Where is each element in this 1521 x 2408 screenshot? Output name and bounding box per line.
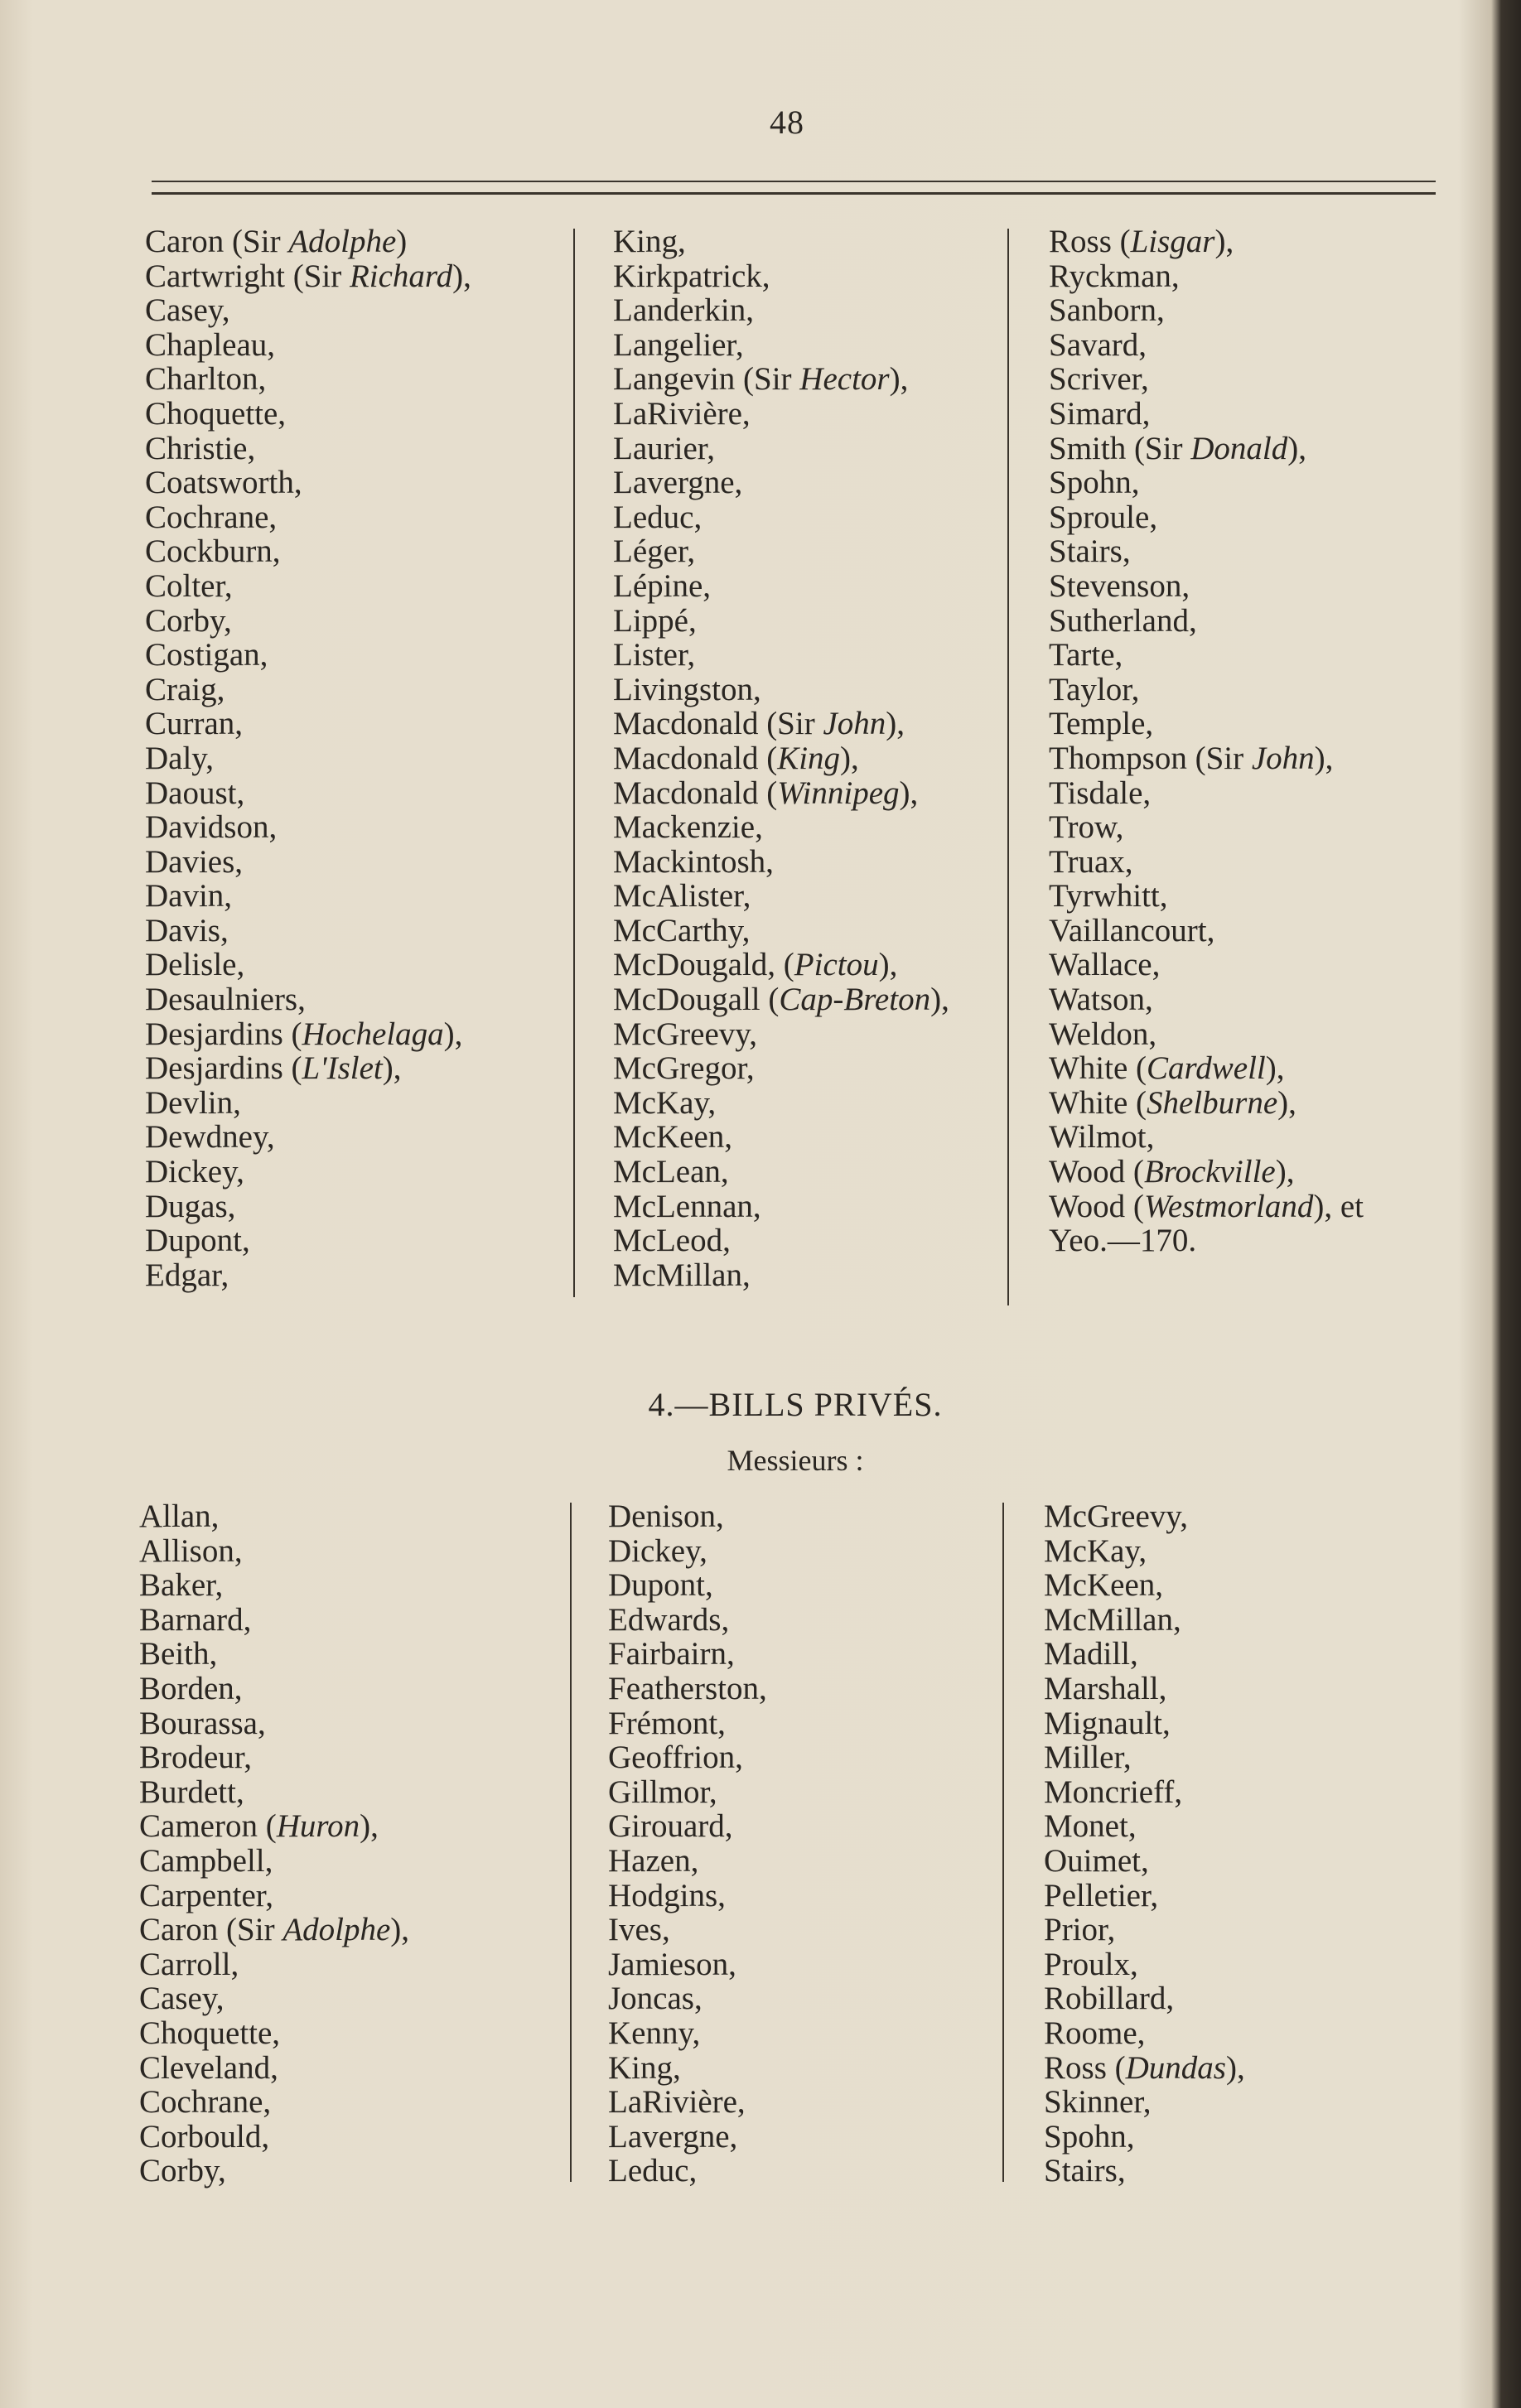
member-name: Lavergne, — [608, 2118, 738, 2155]
member-name: Devlin, — [145, 1084, 241, 1121]
member-name: Laurier, — [613, 430, 715, 466]
member-name: Allison, — [139, 1532, 243, 1569]
member-name: McGreevy, — [613, 1016, 757, 1052]
member-name: Mackintosh, — [613, 843, 774, 880]
section1-divider-2 — [1007, 229, 1009, 1305]
member-name: Featherston, — [608, 1670, 767, 1706]
member-name: Casey, — [139, 1981, 225, 2017]
member-name: Livingston, — [613, 671, 761, 707]
member-name: Kirkpatrick, — [613, 258, 770, 294]
member-name: Desaulniers, — [145, 982, 306, 1018]
member-name: McCarthy, — [613, 912, 751, 948]
member-name: Dupont, — [608, 1567, 713, 1604]
member-name: McMillan, — [1044, 1601, 1181, 1638]
member-name: Scriver, — [1049, 361, 1149, 398]
member-name: Simard, — [1049, 395, 1151, 432]
member-name: Hodgins, — [608, 1877, 726, 1913]
page-number: 48 — [770, 104, 804, 141]
member-name: Mackenzie, — [613, 809, 763, 846]
section1-column-1 — [145, 224, 471, 1292]
header-rule-thin — [152, 181, 1436, 182]
member-name: Coatsworth, — [145, 465, 302, 501]
member-name: Campbell, — [139, 1842, 273, 1879]
member-name: McKay, — [613, 1084, 717, 1121]
member-name: Geoffrion, — [608, 1740, 743, 1776]
member-name: Cameron (Huron), — [139, 1808, 379, 1845]
member-name: Moncrieff, — [1044, 1773, 1183, 1810]
member-name: Cochrane, — [139, 2084, 272, 2121]
member-name: Chapleau, — [145, 326, 276, 363]
member-name: Edwards, — [608, 1601, 730, 1638]
member-name: White (Cardwell), — [1049, 1050, 1285, 1087]
member-name: Prior, — [1044, 1912, 1116, 1948]
member-name: McGreevy, — [1044, 1498, 1188, 1534]
member-name: Madill, — [1044, 1636, 1138, 1672]
member-name: Lippé, — [613, 602, 697, 639]
member-name: Carpenter, — [139, 1877, 273, 1913]
member-name: Leduc, — [608, 2153, 698, 2189]
member-name: Taylor, — [1049, 671, 1140, 707]
member-name: Dickey, — [608, 1532, 707, 1569]
member-name: Wallace, — [1049, 947, 1161, 983]
member-name: Wood (Westmorland), et — [1049, 1188, 1364, 1224]
section2-column-1 — [139, 1499, 409, 2188]
member-name: Wilmot, — [1049, 1119, 1155, 1156]
member-name: Macdonald (King), — [613, 740, 859, 776]
member-name: Corby, — [139, 2153, 226, 2189]
member-name: McKeen, — [1044, 1567, 1164, 1604]
member-name: Frémont, — [608, 1705, 726, 1741]
member-name: King, — [608, 2049, 681, 2086]
member-name: Watson, — [1049, 982, 1153, 1018]
member-name: Spohn, — [1044, 2118, 1135, 2155]
member-name: Miller, — [1044, 1740, 1132, 1776]
member-name: Stairs, — [1044, 2153, 1126, 2189]
section2-column-3 — [1044, 1499, 1245, 2188]
member-name: Spohn, — [1049, 465, 1140, 501]
section-subtitle: Messieurs : — [727, 1444, 864, 1477]
member-name: Beith, — [139, 1636, 218, 1672]
member-name: Tisdale, — [1049, 775, 1152, 811]
member-name: Langelier, — [613, 326, 744, 363]
member-name: Davis, — [145, 912, 229, 948]
member-name: Daoust, — [145, 775, 245, 811]
member-name: Corbould, — [139, 2118, 270, 2155]
member-name: Pelletier, — [1044, 1877, 1159, 1913]
member-name: Dickey, — [145, 1154, 244, 1190]
member-name: LaRivière, — [613, 395, 751, 432]
member-name: Lépine, — [613, 567, 712, 604]
member-name: Edgar, — [145, 1257, 229, 1293]
member-name: Kenny, — [608, 2015, 701, 2051]
member-name: Ryckman, — [1049, 258, 1180, 294]
member-name: Langevin (Sir Hector), — [613, 361, 909, 398]
member-name: Cleveland, — [139, 2049, 278, 2086]
member-name: Ouimet, — [1044, 1842, 1149, 1879]
member-name: Christie, — [145, 430, 256, 466]
section2-divider-1 — [570, 1503, 572, 2182]
member-name: McKay, — [1044, 1532, 1147, 1569]
member-name: Dupont, — [145, 1223, 250, 1259]
member-name: Allan, — [139, 1498, 220, 1534]
member-name: Desjardins (Hochelaga), — [145, 1016, 463, 1052]
member-name: Dugas, — [145, 1188, 236, 1224]
member-name: Savard, — [1049, 326, 1147, 363]
member-name: Trow, — [1049, 809, 1124, 846]
member-name: McLeod, — [613, 1223, 731, 1259]
member-name: Lavergne, — [613, 465, 743, 501]
member-name: Colter, — [145, 567, 233, 604]
member-name: Dewdney, — [145, 1119, 275, 1156]
member-name: Cockburn, — [145, 533, 281, 570]
member-name: McAlister, — [613, 878, 751, 914]
section2-column-2 — [608, 1499, 767, 2188]
member-name: Sproule, — [1049, 499, 1158, 535]
member-name: McKeen, — [613, 1119, 733, 1156]
member-name: Tyrwhitt, — [1049, 878, 1168, 914]
member-name: Wood (Brockville), — [1049, 1154, 1295, 1190]
member-name: Robillard, — [1044, 1981, 1175, 2017]
member-name: Weldon, — [1049, 1016, 1157, 1052]
member-name: Cartwright (Sir Richard), — [145, 258, 471, 294]
member-name: Choquette, — [139, 2015, 281, 2051]
member-name: Choquette, — [145, 395, 287, 432]
member-name: Caron (Sir Adolphe), — [139, 1912, 410, 1948]
member-name: Gillmor, — [608, 1773, 717, 1810]
member-name: Tarte, — [1049, 637, 1123, 673]
member-name: Bourassa, — [139, 1705, 266, 1741]
member-name: Léger, — [613, 533, 696, 570]
section1-column-3 — [1049, 224, 1364, 1258]
section1-divider-1 — [573, 229, 575, 1297]
section-title: 4.—BILLS PRIVÉS. — [648, 1386, 943, 1423]
member-name: Baker, — [139, 1567, 224, 1604]
member-name: Daly, — [145, 740, 215, 776]
member-name: Skinner, — [1044, 2084, 1152, 2121]
member-name: McDougall (Cap-Breton), — [613, 982, 949, 1018]
member-name: Ross (Lisgar), — [1049, 224, 1234, 259]
member-name: Jamieson, — [608, 1946, 736, 1982]
member-name: McDougald, (Pictou), — [613, 947, 898, 983]
member-name: King, — [613, 224, 686, 259]
section1-column-2 — [613, 224, 949, 1292]
member-name: Joncas, — [608, 1981, 703, 2017]
member-name: Yeo.—170. — [1049, 1223, 1197, 1259]
member-name: McMillan, — [613, 1257, 751, 1293]
member-name: Curran, — [145, 706, 244, 742]
member-name: Stairs, — [1049, 533, 1131, 570]
member-name: LaRivière, — [608, 2084, 746, 2121]
member-name: Burdett, — [139, 1773, 244, 1810]
member-name: Thompson (Sir John), — [1049, 740, 1334, 776]
member-name: Marshall, — [1044, 1670, 1167, 1706]
member-name: Denison, — [608, 1498, 724, 1534]
member-name: Sanborn, — [1049, 292, 1165, 329]
member-name: Proulx, — [1044, 1946, 1138, 1982]
member-name: Barnard, — [139, 1601, 252, 1638]
member-name: McLennan, — [613, 1188, 761, 1224]
member-name: Macdonald (Sir John), — [613, 706, 905, 742]
member-name: Ross (Dundas), — [1044, 2049, 1245, 2086]
member-name: Leduc, — [613, 499, 703, 535]
member-name: Macdonald (Winnipeg), — [613, 775, 919, 811]
member-name: Hazen, — [608, 1842, 699, 1879]
member-name: Stevenson, — [1049, 567, 1190, 604]
member-name: Vaillancourt, — [1049, 912, 1215, 948]
member-name: Davies, — [145, 843, 244, 880]
member-name: Desjardins (L'Islet), — [145, 1050, 402, 1087]
member-name: Corby, — [145, 602, 232, 639]
member-name: Sutherland, — [1049, 602, 1197, 639]
member-name: Craig, — [145, 671, 225, 707]
member-name: Monet, — [1044, 1808, 1137, 1845]
member-name: Temple, — [1049, 706, 1154, 742]
member-name: Fairbairn, — [608, 1636, 735, 1672]
header-rule-thick — [152, 192, 1436, 195]
member-name: Borden, — [139, 1670, 243, 1706]
member-name: White (Shelburne), — [1049, 1084, 1296, 1121]
member-name: Smith (Sir Donald), — [1049, 430, 1306, 466]
member-name: Brodeur, — [139, 1740, 252, 1776]
member-name: Cochrane, — [145, 499, 278, 535]
member-name: Davin, — [145, 878, 233, 914]
member-name: Girouard, — [608, 1808, 733, 1845]
member-name: Roome, — [1044, 2015, 1146, 2051]
member-name: Landerkin, — [613, 292, 755, 329]
member-name: Truax, — [1049, 843, 1133, 880]
section2-divider-2 — [1002, 1503, 1004, 2182]
member-name: Ives, — [608, 1912, 670, 1948]
member-name: Charlton, — [145, 361, 267, 398]
member-name: Davidson, — [145, 809, 278, 846]
member-name: Costigan, — [145, 637, 268, 673]
member-name: Carroll, — [139, 1946, 239, 1982]
member-name: Casey, — [145, 292, 230, 329]
member-name: McGregor, — [613, 1050, 755, 1087]
member-name: Lister, — [613, 637, 696, 673]
member-name: McLean, — [613, 1154, 729, 1190]
member-name: Mignault, — [1044, 1705, 1171, 1741]
member-name: Caron (Sir Adolphe) — [145, 224, 408, 259]
member-name: Delisle, — [145, 947, 245, 983]
